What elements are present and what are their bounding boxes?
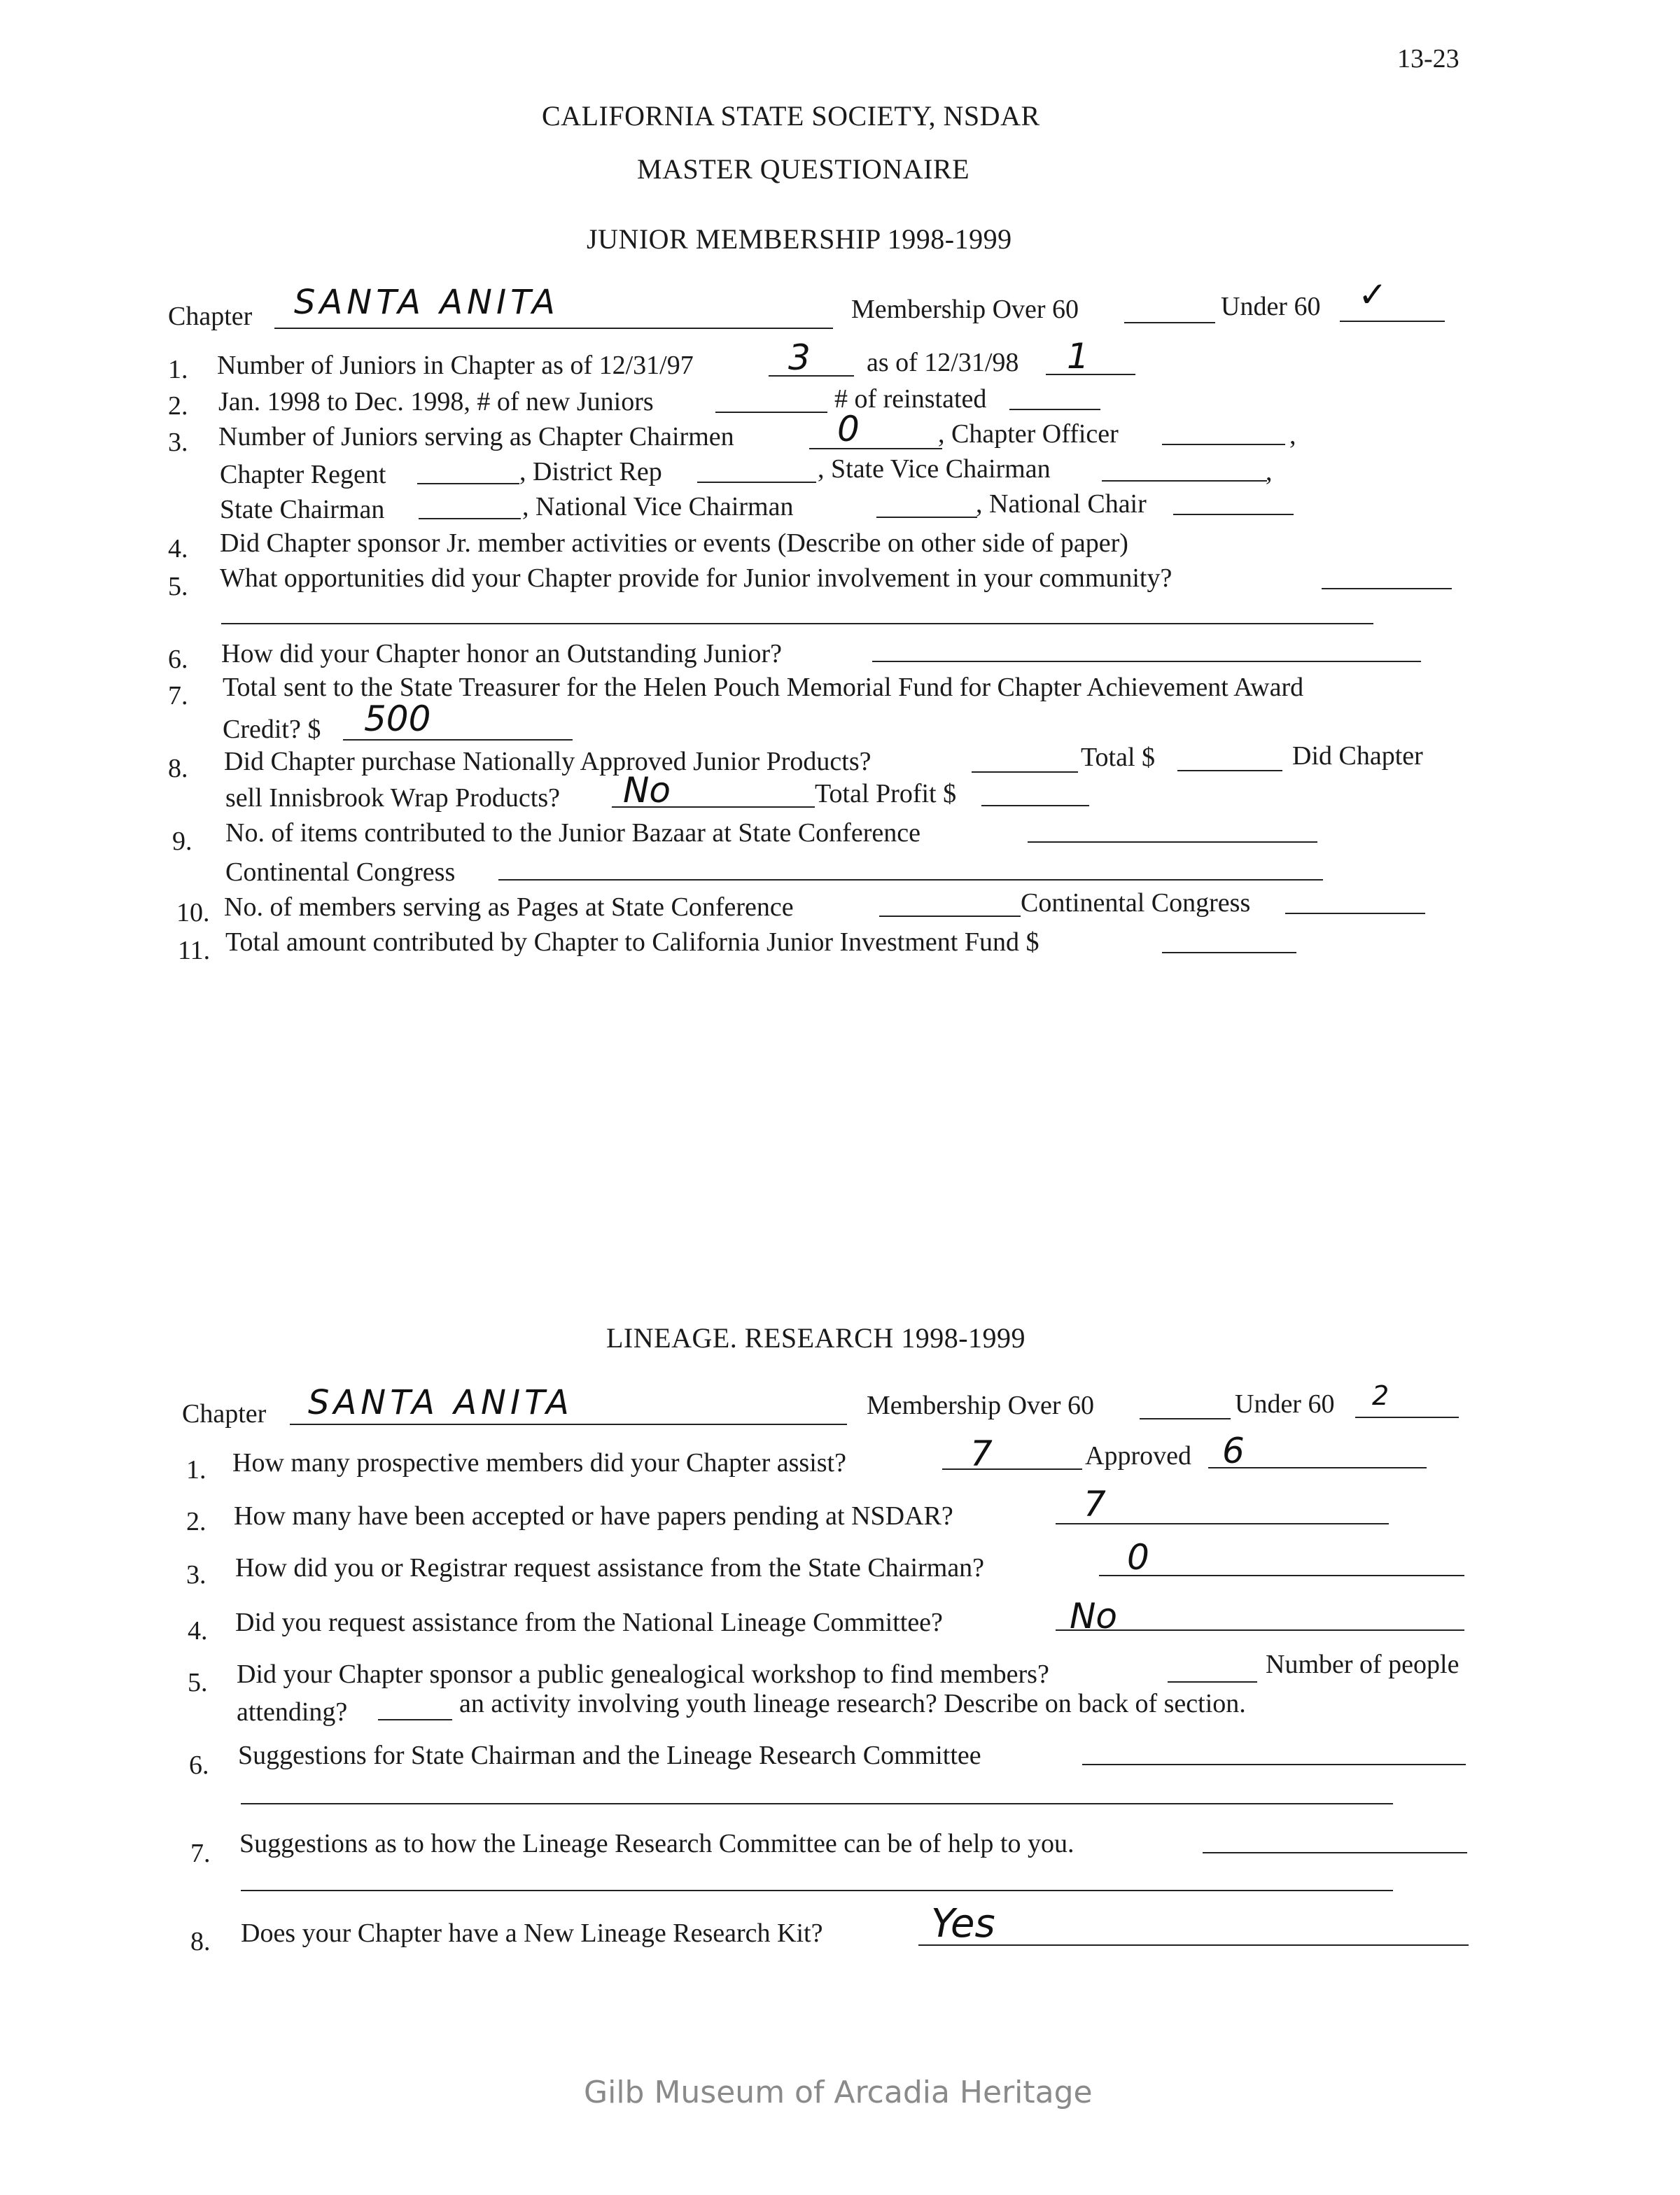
lineage-q2-text: How many have been accepted or have papers pending at NSDAR? xyxy=(234,1501,953,1531)
junior-q3-text: Number of Juniors serving as Chapter Chairmen xyxy=(218,422,734,451)
lineage-q2-number: 2. xyxy=(186,1507,206,1536)
junior-membership-over-label: Membership Over 60 xyxy=(851,295,1079,324)
lineage-q1-text: How many prospective members did your Chapter assist? xyxy=(232,1448,846,1478)
lineage-q6-number: 6. xyxy=(189,1751,209,1780)
junior-q3-text-c: Chapter Regent xyxy=(220,460,386,489)
junior-q11-number: 11. xyxy=(178,936,211,965)
junior-q3-text-h: , National Vice Chairman xyxy=(522,492,794,521)
junior-q3-line-officer xyxy=(1162,444,1285,445)
junior-q8-text: Did Chapter purchase Nationally Approved Junior Products? xyxy=(224,747,872,776)
lineage-q5-line-workshop xyxy=(1168,1681,1257,1683)
lineage-q4-value[interactable]: No xyxy=(1070,1596,1117,1636)
junior-q9-text: No. of items contributed to the Junior Bazaar at State Conference xyxy=(225,818,920,848)
junior-q1-number: 1. xyxy=(168,355,188,384)
junior-q1-text-b: as of 12/31/98 xyxy=(867,348,1019,377)
lineage-q8-value[interactable]: Yes xyxy=(931,1901,995,1947)
lineage-q1-assisted-value[interactable]: 7 xyxy=(970,1433,993,1474)
junior-over-line xyxy=(1124,322,1215,323)
lineage-q5-line-attending xyxy=(378,1719,452,1720)
lineage-q8-number: 8. xyxy=(190,1927,211,1956)
lineage-q1-number: 1. xyxy=(186,1455,206,1485)
junior-q8-text-c: Did Chapter xyxy=(1292,741,1423,771)
junior-q3-text-i: , National Chair xyxy=(976,489,1147,519)
junior-q5-number: 5. xyxy=(168,572,188,601)
junior-q10-line-state xyxy=(879,916,1021,917)
junior-q10-number: 10. xyxy=(176,898,210,927)
lineage-q1-line-approved xyxy=(1208,1467,1427,1468)
lineage-q7-number: 7. xyxy=(190,1839,211,1868)
junior-q3-line-state-vice xyxy=(1102,480,1267,482)
junior-q8-text-b: Total $ xyxy=(1081,743,1156,772)
junior-q7-credit-value[interactable]: 500 xyxy=(364,699,431,739)
junior-q3-value-chairmen[interactable]: 0 xyxy=(837,409,860,449)
junior-q3-text-g: State Chairman xyxy=(220,495,385,524)
junior-q9-line-congress xyxy=(498,879,1323,881)
junior-q6-text: How did your Chapter honor an Outstanding Junior? xyxy=(221,639,783,668)
lineage-q5-text-b: Number of people xyxy=(1266,1650,1460,1679)
junior-q3-line-district xyxy=(697,482,816,483)
lineage-q4-text: Did you request assistance from the National Lineage Committee? xyxy=(235,1608,943,1637)
junior-under-line xyxy=(1340,321,1445,322)
junior-q8-text-d: sell Innisbrook Wrap Products? xyxy=(225,783,560,813)
form-title: MASTER QUESTIONAIRE xyxy=(637,153,970,185)
lineage-q5-text: Did your Chapter sponsor a public genealogical workshop to find members? xyxy=(237,1660,1049,1689)
lineage-q3-text: How did you or Registrar request assistance from the State Chairman? xyxy=(235,1553,985,1583)
junior-q3-line-state-chair xyxy=(419,518,521,519)
junior-q5-line-1 xyxy=(1322,588,1452,589)
lineage-q6-line-2 xyxy=(241,1803,1393,1804)
junior-q6-line xyxy=(872,661,1421,662)
lineage-q2-value[interactable]: 7 xyxy=(1084,1484,1106,1524)
lineage-under-line xyxy=(1355,1417,1459,1418)
junior-q8-line-innisbrook xyxy=(612,806,815,808)
junior-q9-text-b: Continental Congress xyxy=(225,857,456,887)
junior-q7-text: Total sent to the State Treasurer for the Helen Pouch Memorial Fund for Chapter Achievement Award xyxy=(223,673,1304,702)
lineage-q1-approved-value[interactable]: 6 xyxy=(1222,1431,1245,1471)
junior-q3-text-b: , Chapter Officer xyxy=(938,419,1119,449)
junior-q8-innisbrook-value[interactable]: No xyxy=(623,770,671,811)
junior-q7-number: 7. xyxy=(168,681,188,710)
junior-chapter-label: Chapter xyxy=(168,302,253,331)
lineage-q2-line xyxy=(1056,1523,1389,1524)
lineage-q5-number: 5. xyxy=(188,1668,208,1697)
junior-q7-credit-label: Credit? $ xyxy=(223,715,321,744)
junior-q2-number: 2. xyxy=(168,391,188,421)
junior-q8-line-products xyxy=(972,771,1078,773)
society-title: CALIFORNIA STATE SOCIETY, NSDAR xyxy=(542,100,1040,132)
lineage-q1-line-assisted xyxy=(942,1468,1082,1470)
junior-q11-line xyxy=(1162,952,1296,953)
lineage-q3-line xyxy=(1099,1575,1464,1576)
lineage-chapter-value[interactable]: SANTA ANITA xyxy=(308,1383,573,1422)
lineage-q5-text-d: an activity involving youth lineage research? Describe on back of section. xyxy=(459,1689,1246,1718)
lineage-under-value[interactable]: 2 xyxy=(1372,1380,1390,1411)
lineage-q7-line-1 xyxy=(1203,1852,1467,1853)
junior-q3-line-chairmen xyxy=(809,448,942,449)
junior-q3-line-nat-chair xyxy=(1173,514,1294,515)
junior-q3-text-e: , State Vice Chairman xyxy=(818,454,1051,484)
junior-q10-text: No. of members serving as Pages at State Conference xyxy=(224,892,794,922)
lineage-q3-value[interactable]: 0 xyxy=(1127,1537,1149,1578)
junior-q3-trail-comma: , xyxy=(1289,421,1296,450)
lineage-q6-text: Suggestions for State Chairman and the Lineage Research Committee xyxy=(238,1741,981,1770)
lineage-q4-line xyxy=(1056,1629,1464,1631)
junior-q1-line-98 xyxy=(1046,374,1135,375)
junior-q3-line-regent xyxy=(417,483,519,484)
junior-q8-text-e: Total Profit $ xyxy=(815,779,957,808)
junior-q4-number: 4. xyxy=(168,534,188,563)
page-number: 13-23 xyxy=(1397,44,1460,73)
lineage-membership-over-label: Membership Over 60 xyxy=(867,1391,1095,1420)
junior-q1-text: Number of Juniors in Chapter as of 12/31/97 xyxy=(217,351,694,380)
lineage-q8-text: Does your Chapter have a New Lineage Research Kit? xyxy=(241,1919,823,1948)
junior-q2-text-b: # of reinstated xyxy=(834,384,987,414)
lineage-q5-text-c: attending? xyxy=(237,1697,348,1727)
junior-q5-text: What opportunities did your Chapter provide for Junior involvement in your community? xyxy=(220,563,1172,593)
junior-q9-number: 9. xyxy=(172,827,192,856)
junior-q9-line-bazaar xyxy=(1028,841,1317,843)
lineage-q3-number: 3. xyxy=(186,1560,206,1590)
junior-q8-line-profit xyxy=(981,805,1089,806)
junior-q2-text: Jan. 1998 to Dec. 1998, # of new Juniors xyxy=(218,387,654,416)
junior-under-label: Under 60 xyxy=(1221,292,1321,321)
junior-q1-value-97[interactable]: 3 xyxy=(788,337,811,378)
junior-q5-line-2 xyxy=(221,623,1373,624)
lineage-chapter-line xyxy=(290,1424,847,1425)
lineage-over-line xyxy=(1140,1418,1231,1419)
lineage-q7-line-2 xyxy=(241,1890,1393,1891)
junior-q8-number: 8. xyxy=(168,754,188,783)
junior-q1-value-98[interactable]: 1 xyxy=(1067,336,1089,377)
junior-q10-text-b: Continental Congress xyxy=(1021,888,1251,918)
lineage-under-label: Under 60 xyxy=(1235,1389,1335,1419)
junior-q7-credit-line xyxy=(343,739,573,741)
junior-q3-text-f: , xyxy=(1266,457,1273,486)
junior-q10-line-congress xyxy=(1285,913,1425,914)
junior-q4-text: Did Chapter sponsor Jr. member activities or events (Describe on other side of paper) xyxy=(220,528,1128,558)
junior-q6-number: 6. xyxy=(168,645,188,674)
lineage-q4-number: 4. xyxy=(188,1616,208,1646)
footer-credit: Gilb Museum of Arcadia Heritage xyxy=(584,2075,1093,2110)
junior-q1-line-97 xyxy=(769,375,854,377)
lineage-chapter-label: Chapter xyxy=(182,1399,267,1429)
junior-q3-text-d: , District Rep xyxy=(519,457,662,486)
junior-q11-text: Total amount contributed by Chapter to California Junior Investment Fund $ xyxy=(225,927,1040,957)
junior-section-title: JUNIOR MEMBERSHIP 1998-1999 xyxy=(587,223,1012,255)
junior-q8-line-total xyxy=(1177,770,1282,771)
lineage-q7-text: Suggestions as to how the Lineage Research Committee can be of help to you. xyxy=(239,1829,1074,1858)
junior-q2-line-reinstated xyxy=(1009,409,1100,410)
lineage-q8-line xyxy=(918,1944,1469,1946)
junior-chapter-line xyxy=(274,328,833,329)
junior-q3-line-nat-vice xyxy=(876,517,977,518)
junior-q2-line-new xyxy=(715,412,827,413)
lineage-section-title: LINEAGE. RESEARCH 1998-1999 xyxy=(606,1322,1026,1354)
lineage-q6-line-1 xyxy=(1082,1764,1466,1765)
lineage-q1-text-b: Approved xyxy=(1085,1441,1191,1471)
junior-q3-number: 3. xyxy=(168,428,188,457)
junior-under-value[interactable]: ✓ xyxy=(1358,274,1387,315)
junior-chapter-value[interactable]: SANTA ANITA xyxy=(294,283,559,322)
